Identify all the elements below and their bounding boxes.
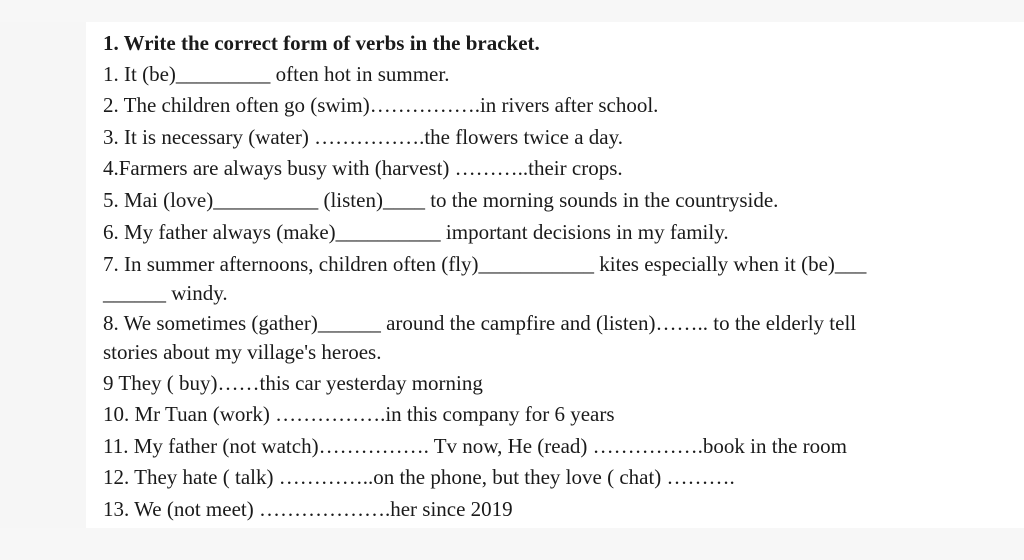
page-top-margin: [0, 0, 1024, 22]
exercise-line-continued: stories about my village's heroes.: [103, 340, 382, 364]
exercise-line: 1. It (be)_________ often hot in summer.: [103, 62, 450, 86]
exercise-line: 13. We (not meet) ……………….her since 2019: [103, 497, 513, 521]
exercise-line: 4.Farmers are always busy with (harvest) ………..their crops.: [103, 156, 623, 180]
exercise-line: 9 They ( buy)……this car yesterday morning: [103, 371, 483, 395]
exercise-line: 12. They hate ( talk) …………..on the phone, but they love ( chat) ……….: [103, 465, 735, 489]
exercise-line: 10. Mr Tuan (work) …………….in this company for 6 years: [103, 402, 615, 426]
exercise-line: 6. My father always (make)__________ important decisions in my family.: [103, 220, 729, 244]
exercise-line: 7. In summer afternoons, children often (fly)___________ kites especially when it (be)___: [103, 252, 867, 276]
page-bottom-margin: [0, 528, 1024, 560]
exercise-line-continued: ______ windy.: [103, 281, 228, 305]
exercise-line: 11. My father (not watch)……………. Tv now, He (read) …………….book in the room: [103, 434, 847, 458]
exercise-line: 8. We sometimes (gather)______ around the campfire and (listen)…….. to the elderly tell: [103, 311, 857, 335]
exercise-line: 3. It is necessary (water) …………….the flowers twice a day.: [103, 125, 623, 149]
exercise-line: 5. Mai (love)__________ (listen)____ to the morning sounds in the countryside.: [103, 188, 779, 212]
exercise-line: 2. The children often go (swim)…………….in rivers after school.: [103, 93, 659, 117]
exercise-title: 1. Write the correct form of verbs in the bracket.: [103, 31, 540, 55]
page-margin: [0, 0, 86, 560]
